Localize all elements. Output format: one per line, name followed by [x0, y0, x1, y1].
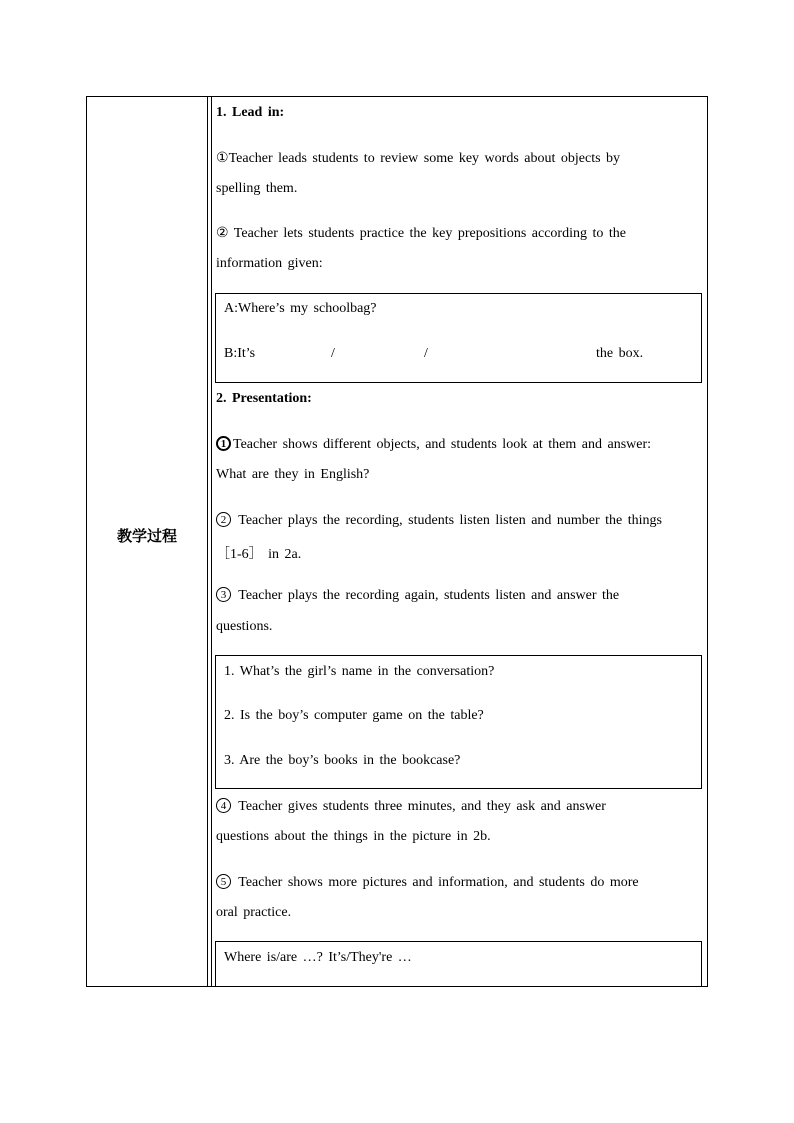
- lead-in-item1-text: Teacher leads students to review some key words about objects by: [228, 151, 621, 166]
- lead-in-item1-line1: [216, 150, 620, 167]
- dialogue-line-b-start: B:It’s: [224, 346, 256, 361]
- question-1: 1. What’s the girl’s name in the conversation?: [224, 664, 495, 679]
- lead-in-heading: 1. Lead in:: [216, 105, 285, 120]
- practice-box: [215, 941, 702, 987]
- question-3: 3. Are the boy’s books in the bookcase?: [224, 753, 461, 768]
- circled-number-2: ②: [216, 226, 229, 241]
- presentation-item2-line1: [216, 512, 662, 529]
- dialogue-line-a: A:Where’s my schoolbag?: [224, 301, 377, 316]
- presentation-item1-text: Teacher shows different objects, and students look at them and answer:: [233, 437, 652, 452]
- section-label: 教学过程: [116, 527, 177, 545]
- lead-in-item2-line2: information given:: [216, 256, 323, 271]
- presentation-item2-line2: ［1-6］ in 2a.: [216, 547, 302, 562]
- circled-number-1: ①: [216, 151, 229, 166]
- dialogue-box: [215, 293, 702, 383]
- circled-number-2: 2: [216, 512, 231, 527]
- circled-number-1: 1: [216, 436, 231, 451]
- circled-number-3: 3: [216, 587, 231, 602]
- circled-number-4: 4: [216, 798, 231, 813]
- lesson-table: [86, 96, 708, 987]
- presentation-item3-text: Teacher plays the recording again, students listen and answer the: [233, 588, 620, 603]
- lead-in-item2-line1: [216, 225, 626, 242]
- presentation-item3-line2: questions.: [216, 619, 273, 634]
- blank-slash-2: /: [424, 346, 428, 361]
- presentation-item4-text: Teacher gives students three minutes, and they ask and answer: [233, 799, 606, 814]
- presentation-item4-line2: questions about the things in the picture in 2b.: [216, 829, 491, 844]
- blank-slash-1: /: [331, 346, 335, 361]
- lead-in-item2-text: Teacher lets students practice the key prepositions according to the: [228, 226, 626, 241]
- presentation-item1-line1: [216, 436, 651, 453]
- presentation-item5-text: Teacher shows more pictures and information, and students do more: [233, 875, 639, 890]
- presentation-item2-text: Teacher plays the recording, students listen listen and number the things: [233, 513, 662, 528]
- dialogue-line-b-end: the box.: [596, 346, 644, 361]
- questions-box: [215, 655, 702, 789]
- column-divider-inner: [211, 97, 212, 986]
- column-divider: [207, 97, 208, 986]
- circled-number-5: 5: [216, 874, 231, 889]
- lead-in-item1-line2: spelling them.: [216, 181, 298, 196]
- question-2: 2. Is the boy’s computer game on the table?: [224, 708, 484, 723]
- practice-pattern: Where is/are …? It’s/They're …: [224, 950, 412, 965]
- presentation-item3-line1: [216, 587, 619, 604]
- presentation-item5-line2: oral practice.: [216, 905, 292, 920]
- presentation-item1-line2: What are they in English?: [216, 467, 370, 482]
- presentation-item4-line1: [216, 798, 606, 815]
- presentation-item5-line1: [216, 874, 639, 891]
- presentation-heading: 2. Presentation:: [216, 391, 312, 406]
